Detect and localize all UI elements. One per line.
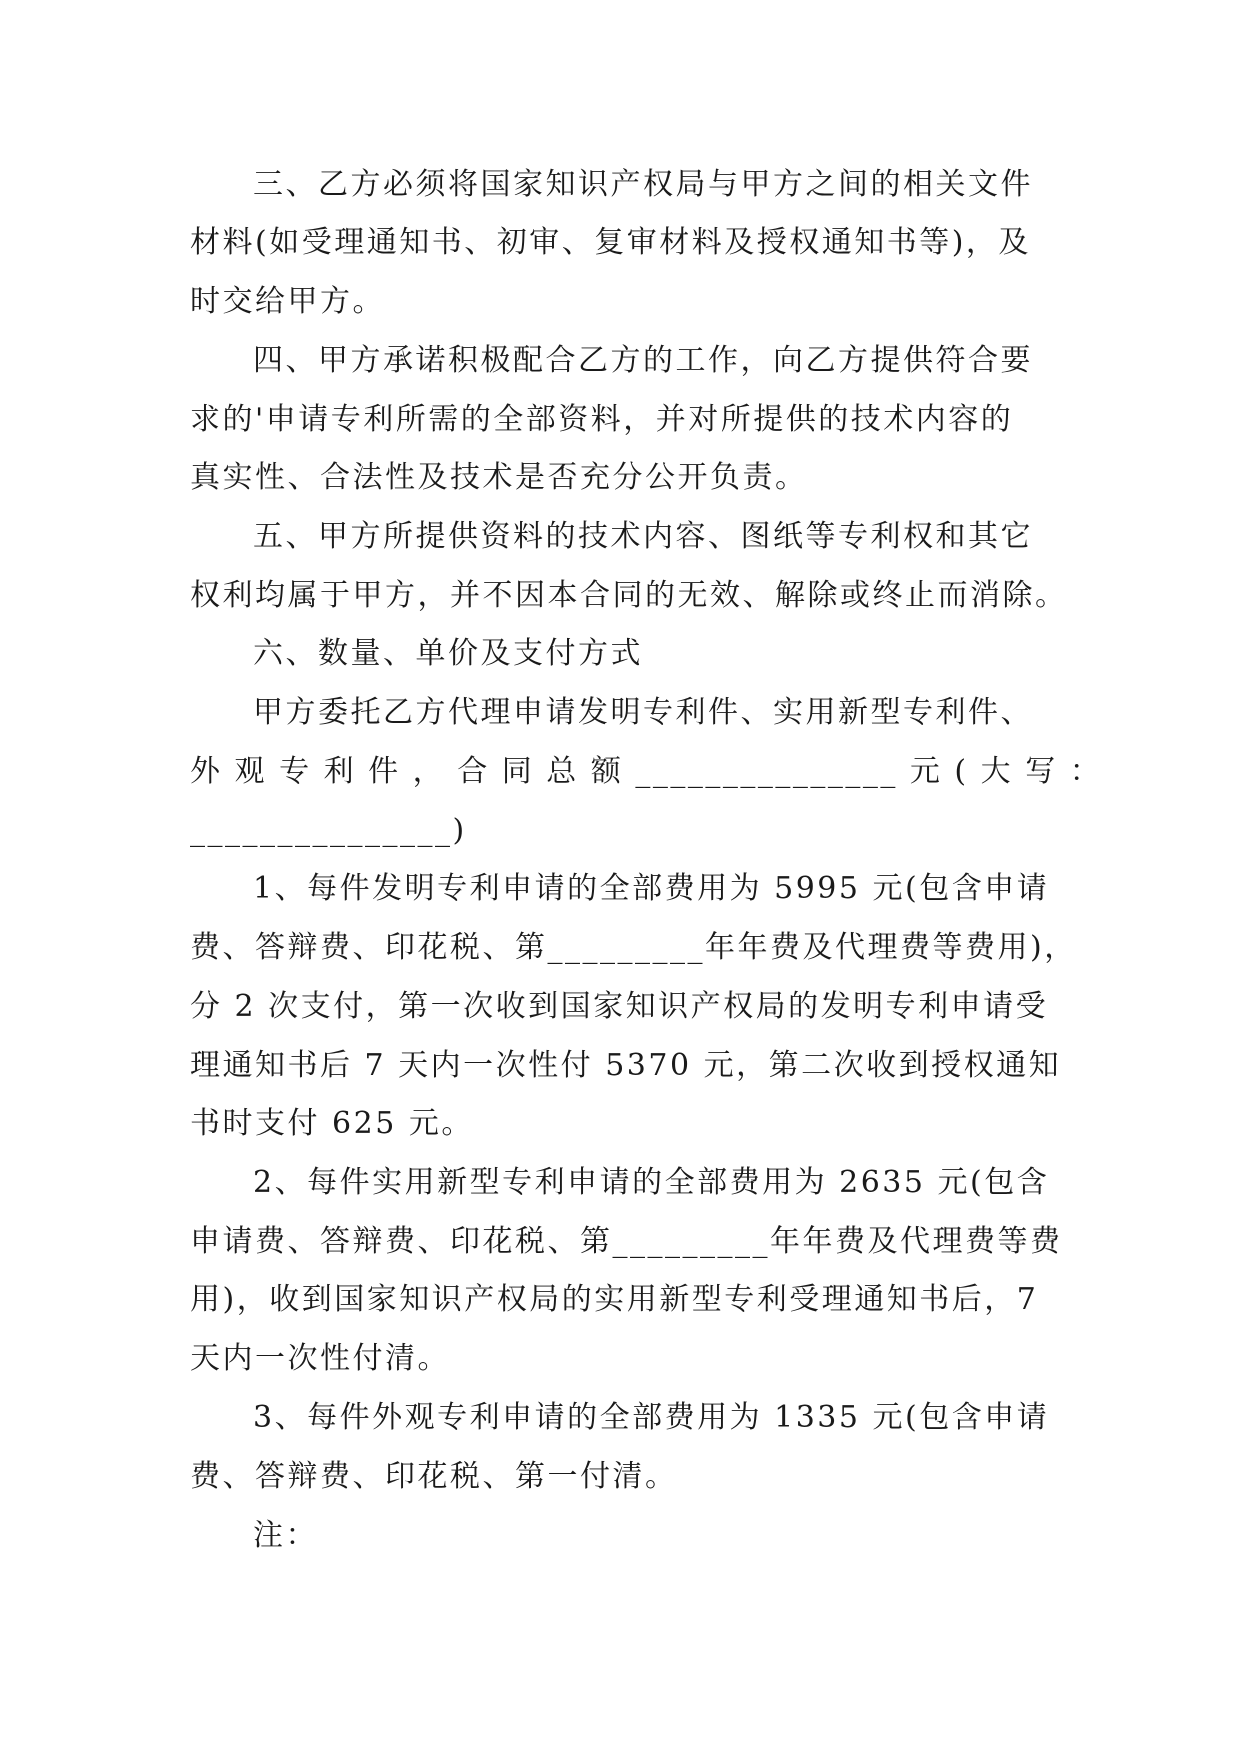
text-line: 1、每件发明专利申请的全部费用为 5995 元(包含申请 (253, 871, 1050, 906)
text-line: 时交给甲方。 (190, 284, 385, 319)
text-line: 2、每件实用新型专利申请的全部费用为 2635 元(包含 (253, 1165, 1050, 1200)
text-line: 求的'申请专利所需的全部资料，并对所提供的技术内容的 (190, 402, 1014, 437)
text-line: 理通知书后 7 天内一次性付 5370 元，第二次收到授权通知 (190, 1048, 1062, 1083)
text-line: 五、甲方所提供资料的技术内容、图纸等专利权和其它 (253, 519, 1033, 554)
note-label: 注： (253, 1518, 318, 1553)
text-line: 3、每件外观专利申请的全部费用为 1335 元(包含申请 (253, 1400, 1050, 1435)
text-line: 申请费、答辩费、印花税、第_________年年费及代理费等费 (190, 1224, 1063, 1259)
text-line: 分 2 次支付，第一次收到国家知识产权局的发明专利申请受 (190, 989, 1049, 1024)
text-line: 四、甲方承诺积极配合乙方的工作，向乙方提供符合要 (253, 343, 1033, 378)
text-line: 三、乙方必须将国家知识产权局与甲方之间的相关文件 (253, 167, 1033, 202)
text-line: 书时支付 625 元。 (190, 1106, 474, 1141)
text-line: 天内一次性付清。 (190, 1341, 450, 1376)
text-line: 用)，收到国家知识产权局的实用新型专利受理通知书后，7 (190, 1282, 1039, 1317)
section-heading: 六、数量、单价及支付方式 (253, 636, 643, 671)
text-line: 权利均属于甲方，并不因本合同的无效、解除或终止而消除。 (190, 578, 1068, 613)
text-line: 外 观 专 利 件 ， 合 同 总 额 _______________ 元 ( 大 写 ： (190, 754, 1103, 789)
text-line: 费、答辩费、印花税、第_________年年费及代理费等费用)， (190, 930, 1077, 965)
text-line: 甲方委托乙方代理申请发明专利件、实用新型专利件、 (253, 695, 1033, 730)
text-line: 费、答辩费、印花税、第一付清。 (190, 1459, 678, 1494)
text-line: _______________) (190, 813, 467, 848)
text-line: 材料(如受理通知书、初审、复审材料及授权通知书等)，及 (190, 225, 1031, 260)
text-line: 真实性、合法性及技术是否充分公开负责。 (190, 460, 808, 495)
